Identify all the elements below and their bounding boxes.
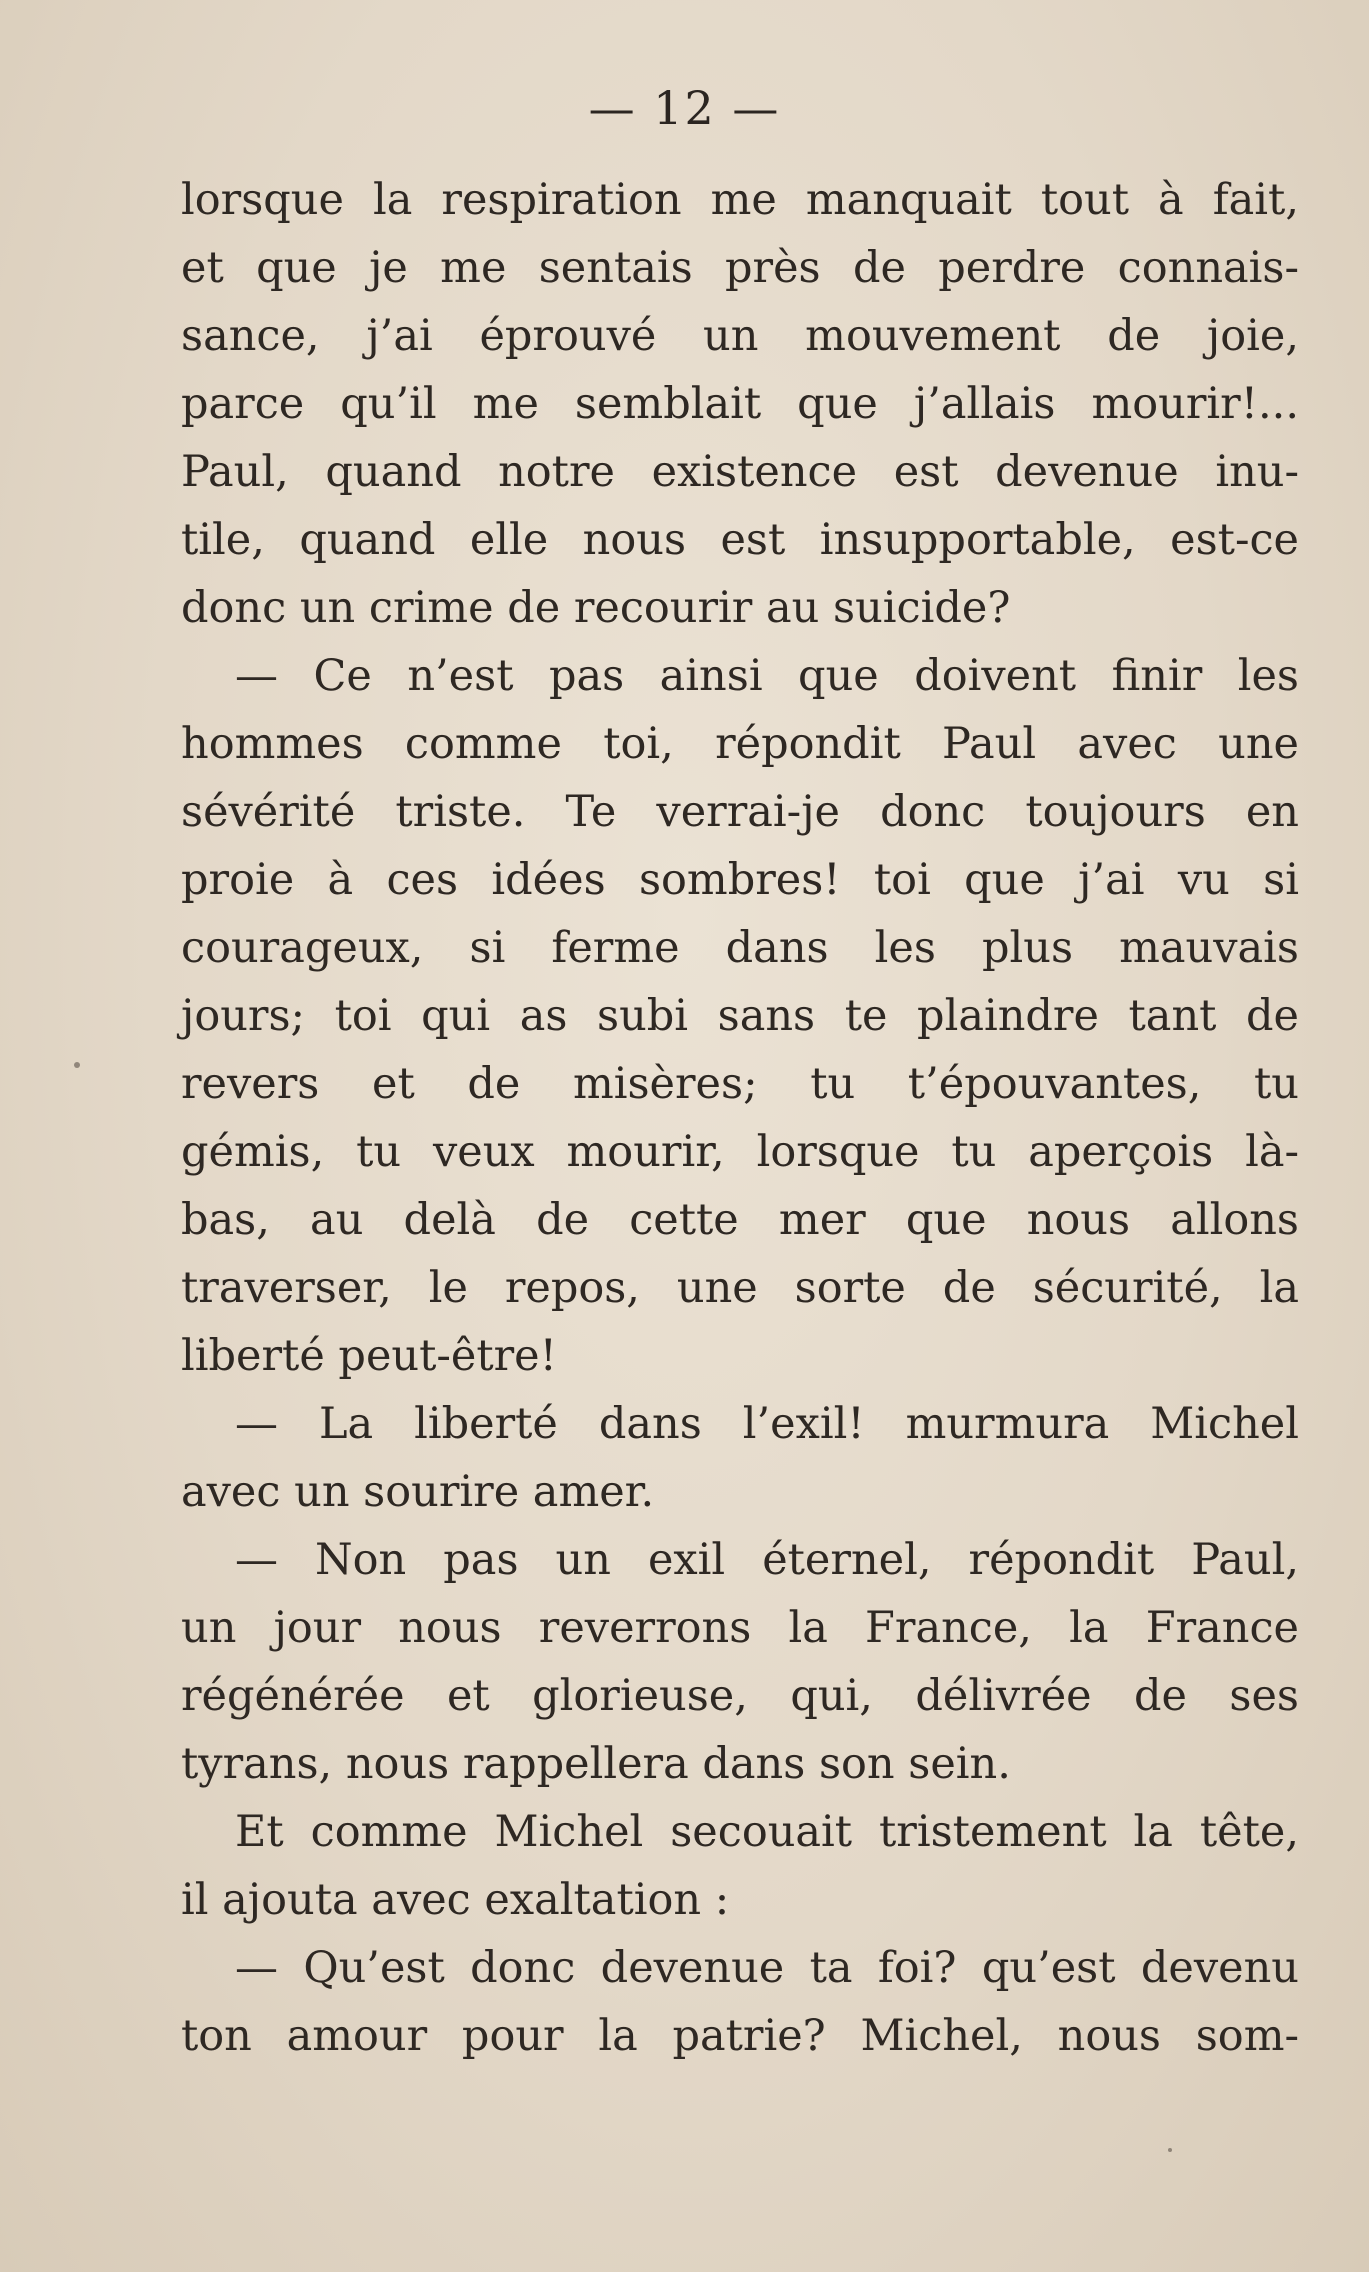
text-line: liberté peut-être! [181, 1331, 557, 1381]
body-text [181, 166, 1299, 2070]
text-line: tyrans, nous rappellera dans son sein. [181, 1739, 1011, 1789]
text-line: ton amour pour la patrie? Michel, nous som- [181, 2011, 1299, 2061]
page-number: — 12 — [588, 81, 781, 135]
paper-speck [74, 1062, 80, 1068]
text-line: il ajouta avec exaltation : [181, 1875, 730, 1925]
text-line: et que je me sentais près de perdre connais- [181, 243, 1299, 293]
text-line: hommes comme toi, répondit Paul avec une [181, 719, 1299, 769]
text-line: Et comme Michel secouait tristement la tête, [235, 1807, 1299, 1857]
text-line: — Qu’est donc devenue ta foi? qu’est devenu [235, 1943, 1299, 1993]
text-line: gémis, tu veux mourir, lorsque tu aperçois là- [181, 1127, 1299, 1177]
text-line: — Non pas un exil éternel, répondit Paul, [235, 1535, 1299, 1585]
text-line: parce qu’il me semblait que j’allais mourir!... [181, 379, 1299, 429]
text-line: proie à ces idées sombres! toi que j’ai vu si [181, 855, 1299, 905]
text-line: revers et de misères; tu t’épouvantes, tu [181, 1059, 1299, 1109]
text-line: traverser, le repos, une sorte de sécurité, la [181, 1263, 1299, 1313]
text-line: jours; toi qui as subi sans te plaindre tant de [181, 991, 1299, 1041]
text-line: bas, au delà de cette mer que nous allons [181, 1195, 1299, 1245]
text-line: — La liberté dans l’exil! murmura Michel [235, 1399, 1299, 1449]
text-line: courageux, si ferme dans les plus mauvais [181, 923, 1299, 973]
text-line: tile, quand elle nous est insupportable, est-ce [181, 515, 1299, 565]
text-line: Paul, quand notre existence est devenue inu- [181, 447, 1299, 497]
text-line: donc un crime de recourir au suicide? [181, 583, 1011, 633]
text-line: — Ce n’est pas ainsi que doivent finir les [235, 651, 1299, 701]
text-line: régénérée et glorieuse, qui, délivrée de ses [181, 1671, 1299, 1721]
text-line: sance, j’ai éprouvé un mouvement de joie, [181, 311, 1299, 361]
paper-speck [1168, 2148, 1172, 2152]
text-line: lorsque la respiration me manquait tout à fait, [181, 175, 1299, 225]
text-line: avec un sourire amer. [181, 1467, 655, 1517]
text-line: sévérité triste. Te verrai-je donc toujours en [181, 787, 1299, 837]
text-line: un jour nous reverrons la France, la France [181, 1603, 1299, 1653]
